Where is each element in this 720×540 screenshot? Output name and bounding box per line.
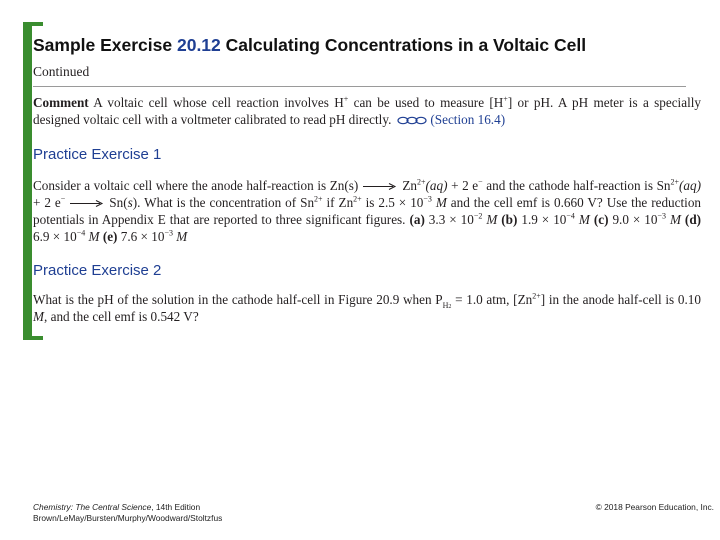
practice-exercise-2-text: What is the pH of the solution in the cathode half-cell in Figure 20.9 when $P_{H2} = 1.0$ atm, $[Zn^{2+}]$ in the anode half-cell is 0.10 M, and the cell emf is 0.542 V? [33, 291, 701, 324]
divider [33, 86, 686, 87]
reaction-arrow-icon [363, 182, 397, 191]
footer-copyright: © 2018 Pearson Education, Inc. [595, 502, 714, 512]
green-bracket [23, 22, 32, 340]
continued-label: Continued [33, 64, 90, 79]
green-bracket-bottom [23, 336, 43, 340]
section-link[interactable]: (Section 16.4) [430, 112, 506, 127]
footer-citation: Chemistry: The Central Science, 14th Edition Brown/LeMay/Bursten/Murphy/Woodward/Stoltzfus [33, 502, 223, 523]
green-bracket-top [23, 22, 43, 26]
reaction-arrow-icon [70, 199, 104, 208]
comment-paragraph: Comment A voltaic cell whose cell reaction involves H+ can be used to measure [H+] or pH. A pH meter is a specially designed voltaic cell with a voltmeter calibrated to read pH directly. (Section 16.4) [33, 94, 701, 127]
practice-exercise-1-text: Consider a voltaic cell where the anode half-reaction is Zn(s) $Zn^{2+}(aq) + 2$ e− and the cathode half-reaction is $Sn^{2+}(aq) + 2$ e− Sn(s). What is the concentration of $Sn^{2+}$ if $Zn^{2+}$ is $2.5 \times 10^{-3}$ M and the cell emf is 0.660 V? Use the reduction potentials in Appendix E that are reported to three significant figures. (a) $3.3 \times 10^{-2}$ M (b) $1.9 \times 10^{-4}$ M (c) $9.0 \times 10^{-3}$ M (d) $6.9 \times 10^{-4}$ M (e) $7.6 \times 10^{-3}$ M [33, 177, 702, 244]
practice-exercise-1-heading: Practice Exercise 1 [33, 146, 162, 163]
cross-reference-icon [397, 116, 427, 125]
practice-exercise-2-heading: Practice Exercise 2 [33, 262, 162, 279]
page-title: Sample Exercise 20.12 Calculating Concentrations in a Voltaic Cell [33, 35, 587, 55]
